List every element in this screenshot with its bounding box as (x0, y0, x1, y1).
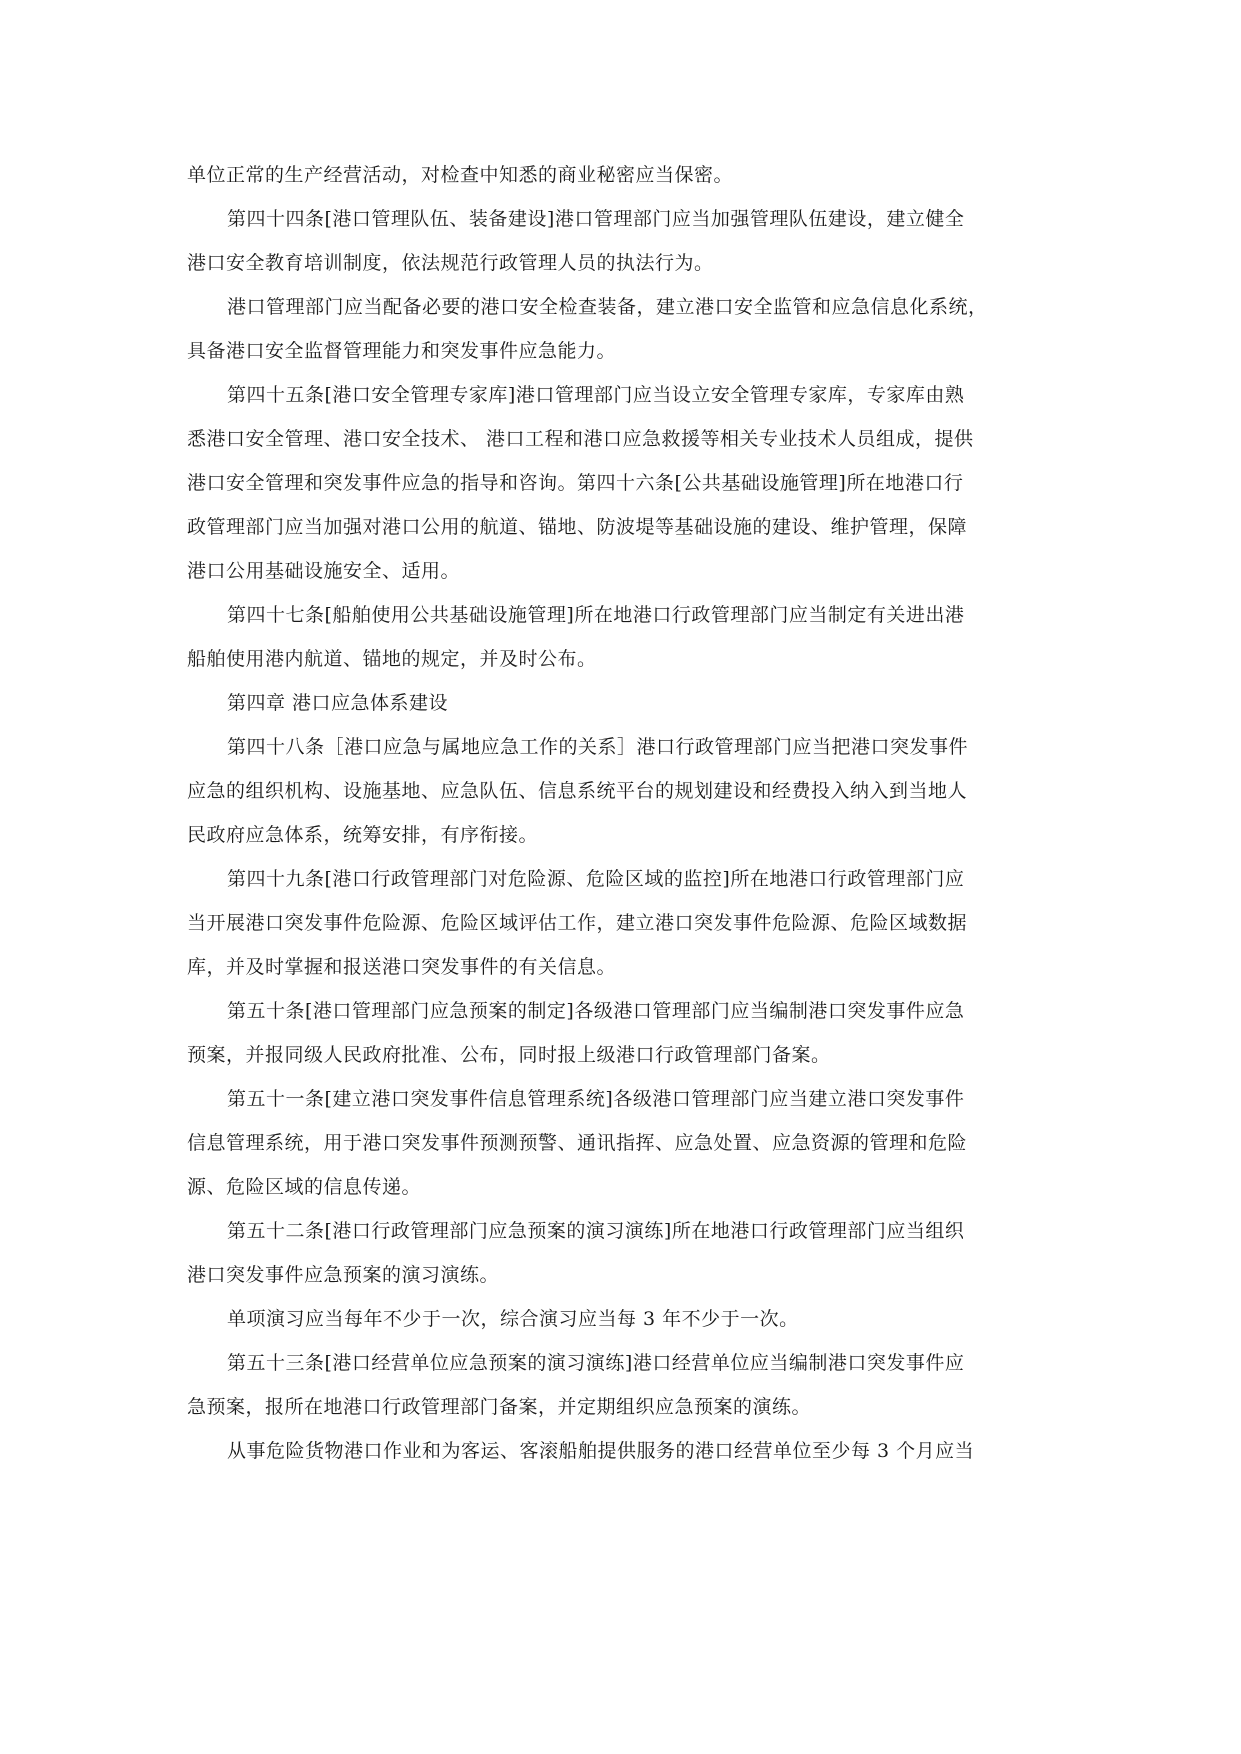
text-line: 具备港口安全监督管理能力和突发事件应急能力。 (187, 340, 617, 362)
text-line: 第五十三条[港口经营单位应急预案的演习演练]港口经营单位应当编制港口突发事件应 (227, 1352, 965, 1374)
text-line: 港口突发事件应急预案的演习演练。 (187, 1264, 500, 1286)
text-line: 悉港口安全管理、港口安全技术、 港口工程和港口应急救援等相关专业技术人员组成，提供 (187, 428, 974, 450)
text-line: 应急的组织机构、设施基地、应急队伍、信息系统平台的规划建设和经费投入纳入到当地人 (187, 780, 968, 802)
text-line: 第五十条[港口管理部门应急预案的制定]各级港口管理部门应当编制港口突发事件应急 (227, 1000, 965, 1022)
text-line: 第四十九条[港口行政管理部门对危险源、危险区域的监控]所在地港口行政管理部门应 (227, 868, 965, 890)
text-line: 港口安全管理和突发事件应急的指导和咨询。第四十六条[公共基础设施管理]所在地港口行 (187, 472, 964, 494)
text-line: 港口安全教育培训制度，依法规范行政管理人员的执法行为。 (187, 252, 714, 274)
text-line: 港口公用基础设施安全、适用。 (187, 560, 461, 582)
text-line: 信息管理系统，用于港口突发事件预测预警、通讯指挥、应急处置、应急资源的管理和危险 (187, 1132, 968, 1154)
text-line: 当开展港口突发事件危险源、危险区域评估工作，建立港口突发事件危险源、危险区域数据 (187, 912, 968, 934)
text-line: 第四十七条[船舶使用公共基础设施管理]所在地港口行政管理部门应当制定有关进出港 (227, 604, 965, 626)
chapter-heading: 第四章 港口应急体系建设 (227, 692, 449, 714)
document-body (187, 153, 1067, 1473)
text-line: 第五十一条[建立港口突发事件信息管理系统]各级港口管理部门应当建立港口突发事件 (227, 1088, 965, 1110)
text-line: 第四十五条[港口安全管理专家库]港口管理部门应当设立安全管理专家库，专家库由熟 (227, 384, 965, 406)
text-line: 急预案，报所在地港口行政管理部门备案，并定期组织应急预案的演练。 (187, 1396, 812, 1418)
text-line: 第五十二条[港口行政管理部门应急预案的演习演练]所在地港口行政管理部门应当组织 (227, 1220, 965, 1242)
text-line: 库，并及时掌握和报送港口突发事件的有关信息。 (187, 956, 617, 978)
text-line: 港口管理部门应当配备必要的港口安全检查装备，建立港口安全监管和应急信息化系统， (227, 296, 988, 318)
text-line: 预案，并报同级人民政府批准、公布，同时报上级港口行政管理部门备案。 (187, 1044, 831, 1066)
text-line: 船舶使用港内航道、锚地的规定，并及时公布。 (187, 648, 597, 670)
text-line: 单项演习应当每年不少于一次，综合演习应当每 3 年不少于一次。 (227, 1308, 799, 1330)
text-line: 第四十八条［港口应急与属地应急工作的关系］港口行政管理部门应当把港口突发事件 (227, 736, 969, 758)
text-line: 政管理部门应当加强对港口公用的航道、锚地、防波堤等基础设施的建设、维护管理，保障 (187, 516, 968, 538)
text-line: 民政府应急体系，统筹安排，有序衔接。 (187, 824, 539, 846)
text-line: 源、危险区域的信息传递。 (187, 1176, 422, 1198)
text-line: 第四十四条[港口管理队伍、装备建设]港口管理部门应当加强管理队伍建设，建立健全 (227, 208, 965, 230)
text-line: 单位正常的生产经营活动，对检查中知悉的商业秘密应当保密。 (187, 164, 734, 186)
text-line: 从事危险货物港口作业和为客运、客滚船舶提供服务的港口经营单位至少每 3 个月应当 (227, 1440, 975, 1462)
